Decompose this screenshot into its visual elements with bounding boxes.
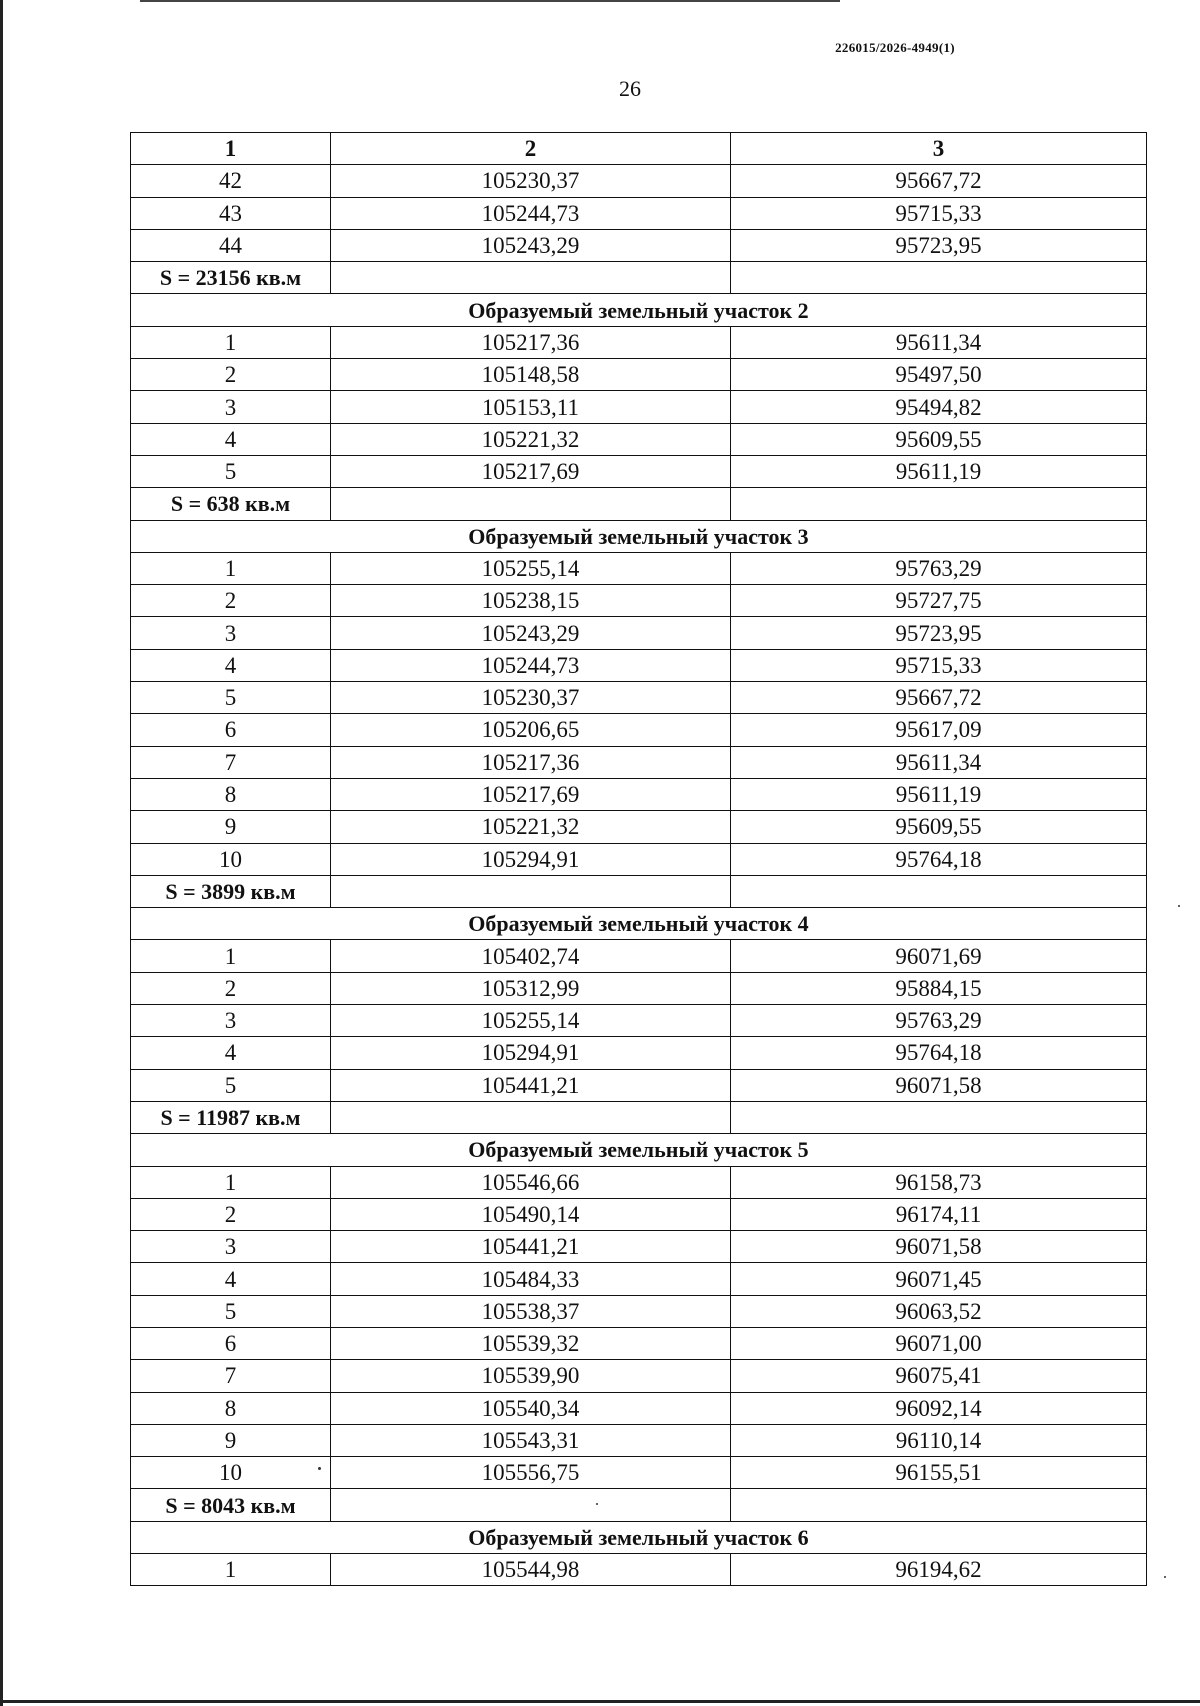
scan-speck (596, 1503, 598, 1505)
table-row (131, 1392, 1147, 1424)
coord-x-cell: 105244,73 (331, 649, 731, 681)
coord-x-cell: 105217,69 (331, 455, 731, 487)
empty-cell (331, 1489, 731, 1521)
coord-y-cell: 95884,15 (731, 972, 1147, 1004)
scan-speck (1164, 1576, 1166, 1578)
table-row (131, 1554, 1147, 1586)
coordinates-table (130, 132, 1147, 1586)
coord-x-cell: 105244,73 (331, 197, 731, 229)
coord-x-cell: 105230,37 (331, 682, 731, 714)
empty-cell (731, 262, 1147, 294)
table-row (131, 359, 1147, 391)
coord-y-cell: 96155,51 (731, 1457, 1147, 1489)
coord-y-cell: 95494,82 (731, 391, 1147, 423)
table-row (131, 649, 1147, 681)
coord-y-cell: 96071,45 (731, 1263, 1147, 1295)
column-header-1: 1 (131, 133, 331, 165)
point-number-cell: 2 (131, 972, 331, 1004)
coord-x-cell: 105539,90 (331, 1360, 731, 1392)
coord-y-cell: 95723,95 (731, 617, 1147, 649)
scan-edge-bottom (0, 1700, 1200, 1703)
table-row (131, 778, 1147, 810)
table-row (131, 617, 1147, 649)
coord-y-cell: 95715,33 (731, 197, 1147, 229)
coord-y-cell: 96071,58 (731, 1231, 1147, 1263)
coord-x-cell: 105441,21 (331, 1231, 731, 1263)
plot-heading: Образуемый земельный участок 4 (131, 908, 1147, 940)
point-number-cell: 4 (131, 423, 331, 455)
point-number-cell: 1 (131, 326, 331, 358)
scan-speck (318, 1467, 321, 1470)
coord-x-cell: 105544,98 (331, 1554, 731, 1586)
empty-cell (331, 488, 731, 520)
coord-x-cell: 105217,36 (331, 326, 731, 358)
table-header-row (131, 133, 1147, 165)
coord-y-cell: 96174,11 (731, 1198, 1147, 1230)
area-row (131, 488, 1147, 520)
coord-x-cell: 105540,34 (331, 1392, 731, 1424)
empty-cell (731, 1101, 1147, 1133)
coord-y-cell: 96071,69 (731, 940, 1147, 972)
scan-edge-left (0, 0, 3, 1706)
coord-x-cell: 105217,36 (331, 746, 731, 778)
area-label: S = 638 кв.м (131, 488, 331, 520)
area-row (131, 262, 1147, 294)
point-number-cell: 6 (131, 714, 331, 746)
table-row (131, 1166, 1147, 1198)
coord-x-cell: 105255,14 (331, 552, 731, 584)
coord-y-cell: 96071,00 (731, 1327, 1147, 1359)
table-row (131, 1198, 1147, 1230)
point-number-cell: 3 (131, 1231, 331, 1263)
coord-y-cell: 95764,18 (731, 1037, 1147, 1069)
coord-y-cell: 95763,29 (731, 1005, 1147, 1037)
point-number-cell: 5 (131, 455, 331, 487)
area-label: S = 8043 кв.м (131, 1489, 331, 1521)
table-row (131, 326, 1147, 358)
coord-x-cell: 105294,91 (331, 1037, 731, 1069)
coord-y-cell: 95497,50 (731, 359, 1147, 391)
coord-y-cell: 96071,58 (731, 1069, 1147, 1101)
coord-x-cell: 105148,58 (331, 359, 731, 391)
coordinates-table-body (131, 133, 1147, 1586)
point-number-cell: 2 (131, 359, 331, 391)
plot-heading: Образуемый земельный участок 2 (131, 294, 1147, 326)
table-row (131, 746, 1147, 778)
coord-x-cell: 105294,91 (331, 843, 731, 875)
empty-cell (731, 488, 1147, 520)
coord-y-cell: 95617,09 (731, 714, 1147, 746)
coord-y-cell: 96063,52 (731, 1295, 1147, 1327)
coord-y-cell: 96158,73 (731, 1166, 1147, 1198)
coord-x-cell: 105217,69 (331, 778, 731, 810)
table-row (131, 811, 1147, 843)
point-number-cell: 3 (131, 617, 331, 649)
table-row (131, 1037, 1147, 1069)
page-number: 26 (619, 76, 641, 101)
plot-heading-row (131, 294, 1147, 326)
coord-y-cell: 95611,19 (731, 455, 1147, 487)
coord-x-cell: 105255,14 (331, 1005, 731, 1037)
point-number-cell: 1 (131, 1166, 331, 1198)
point-number-cell: 4 (131, 649, 331, 681)
area-row (131, 1489, 1147, 1521)
coord-x-cell: 105243,29 (331, 229, 731, 261)
table-row (131, 197, 1147, 229)
coord-x-cell: 105441,21 (331, 1069, 731, 1101)
coord-y-cell: 95764,18 (731, 843, 1147, 875)
point-number-cell: 8 (131, 1392, 331, 1424)
coord-x-cell: 105402,74 (331, 940, 731, 972)
table-row (131, 940, 1147, 972)
scan-edge-top (140, 0, 840, 2)
plot-heading: Образуемый земельный участок 5 (131, 1134, 1147, 1166)
table-row (131, 1231, 1147, 1263)
coord-y-cell: 95611,19 (731, 778, 1147, 810)
coord-y-cell: 96092,14 (731, 1392, 1147, 1424)
table-row (131, 1069, 1147, 1101)
coord-x-cell: 105538,37 (331, 1295, 731, 1327)
point-number-cell: 42 (131, 165, 331, 197)
plot-heading-row (131, 520, 1147, 552)
plot-heading: Образуемый земельный участок 6 (131, 1521, 1147, 1553)
coord-y-cell: 95611,34 (731, 326, 1147, 358)
plot-heading-row (131, 1521, 1147, 1553)
coord-y-cell: 95611,34 (731, 746, 1147, 778)
table-row (131, 229, 1147, 261)
coord-x-cell: 105153,11 (331, 391, 731, 423)
coord-y-cell: 96110,14 (731, 1424, 1147, 1456)
point-number-cell: 4 (131, 1037, 331, 1069)
plot-heading-row (131, 1134, 1147, 1166)
scan-speck (1178, 905, 1180, 907)
coord-x-cell: 105243,29 (331, 617, 731, 649)
empty-cell (331, 262, 731, 294)
plot-heading: Образуемый земельный участок 3 (131, 520, 1147, 552)
area-row (131, 875, 1147, 907)
coord-x-cell: 105484,33 (331, 1263, 731, 1295)
point-number-cell: 10 (131, 1457, 331, 1489)
point-number-cell: 9 (131, 811, 331, 843)
table-row (131, 843, 1147, 875)
coord-x-cell: 105230,37 (331, 165, 731, 197)
plot-heading-row (131, 908, 1147, 940)
coord-y-cell: 95609,55 (731, 423, 1147, 455)
table-row (131, 1295, 1147, 1327)
column-header-2: 2 (331, 133, 731, 165)
area-label: S = 11987 кв.м (131, 1101, 331, 1133)
coord-x-cell: 105543,31 (331, 1424, 731, 1456)
coord-y-cell: 95727,75 (731, 585, 1147, 617)
coord-y-cell: 95667,72 (731, 682, 1147, 714)
point-number-cell: 44 (131, 229, 331, 261)
empty-cell (731, 875, 1147, 907)
coord-x-cell: 105206,65 (331, 714, 731, 746)
point-number-cell: 5 (131, 1295, 331, 1327)
table-row (131, 455, 1147, 487)
coord-x-cell: 105312,99 (331, 972, 731, 1004)
coord-y-cell: 95723,95 (731, 229, 1147, 261)
point-number-cell: 3 (131, 391, 331, 423)
coord-y-cell: 96194,62 (731, 1554, 1147, 1586)
point-number-cell: 2 (131, 1198, 331, 1230)
point-number-cell: 2 (131, 585, 331, 617)
table-row (131, 1005, 1147, 1037)
table-row (131, 165, 1147, 197)
table-row (131, 972, 1147, 1004)
coord-y-cell: 95763,29 (731, 552, 1147, 584)
table-row (131, 1263, 1147, 1295)
coord-x-cell: 105238,15 (331, 585, 731, 617)
point-number-cell: 1 (131, 552, 331, 584)
table-row (131, 391, 1147, 423)
table-row (131, 423, 1147, 455)
table-row (131, 1457, 1147, 1489)
table-row (131, 714, 1147, 746)
empty-cell (331, 1101, 731, 1133)
table-row (131, 585, 1147, 617)
point-number-cell: 5 (131, 682, 331, 714)
column-header-3: 3 (731, 133, 1147, 165)
point-number-cell: 4 (131, 1263, 331, 1295)
point-number-cell: 1 (131, 940, 331, 972)
point-number-cell: 10 (131, 843, 331, 875)
document-number: 226015/2026-4949(1) (835, 40, 955, 55)
coord-y-cell: 96075,41 (731, 1360, 1147, 1392)
area-label: S = 3899 кв.м (131, 875, 331, 907)
table-row (131, 682, 1147, 714)
coord-y-cell: 95609,55 (731, 811, 1147, 843)
coord-x-cell: 105556,75 (331, 1457, 731, 1489)
area-row (131, 1101, 1147, 1133)
point-number-cell: 6 (131, 1327, 331, 1359)
point-number-cell: 7 (131, 1360, 331, 1392)
table-row (131, 1327, 1147, 1359)
empty-cell (731, 1489, 1147, 1521)
area-label: S = 23156 кв.м (131, 262, 331, 294)
table-row (131, 552, 1147, 584)
coord-x-cell: 105221,32 (331, 423, 731, 455)
coord-x-cell: 105490,14 (331, 1198, 731, 1230)
point-number-cell: 8 (131, 778, 331, 810)
point-number-cell: 5 (131, 1069, 331, 1101)
coord-x-cell: 105221,32 (331, 811, 731, 843)
table-row (131, 1424, 1147, 1456)
point-number-cell: 3 (131, 1005, 331, 1037)
coord-x-cell: 105539,32 (331, 1327, 731, 1359)
point-number-cell: 43 (131, 197, 331, 229)
point-number-cell: 7 (131, 746, 331, 778)
point-number-cell: 9 (131, 1424, 331, 1456)
point-number-cell: 1 (131, 1554, 331, 1586)
coord-y-cell: 95715,33 (731, 649, 1147, 681)
table-row (131, 1360, 1147, 1392)
empty-cell (331, 875, 731, 907)
coord-x-cell: 105546,66 (331, 1166, 731, 1198)
coord-y-cell: 95667,72 (731, 165, 1147, 197)
